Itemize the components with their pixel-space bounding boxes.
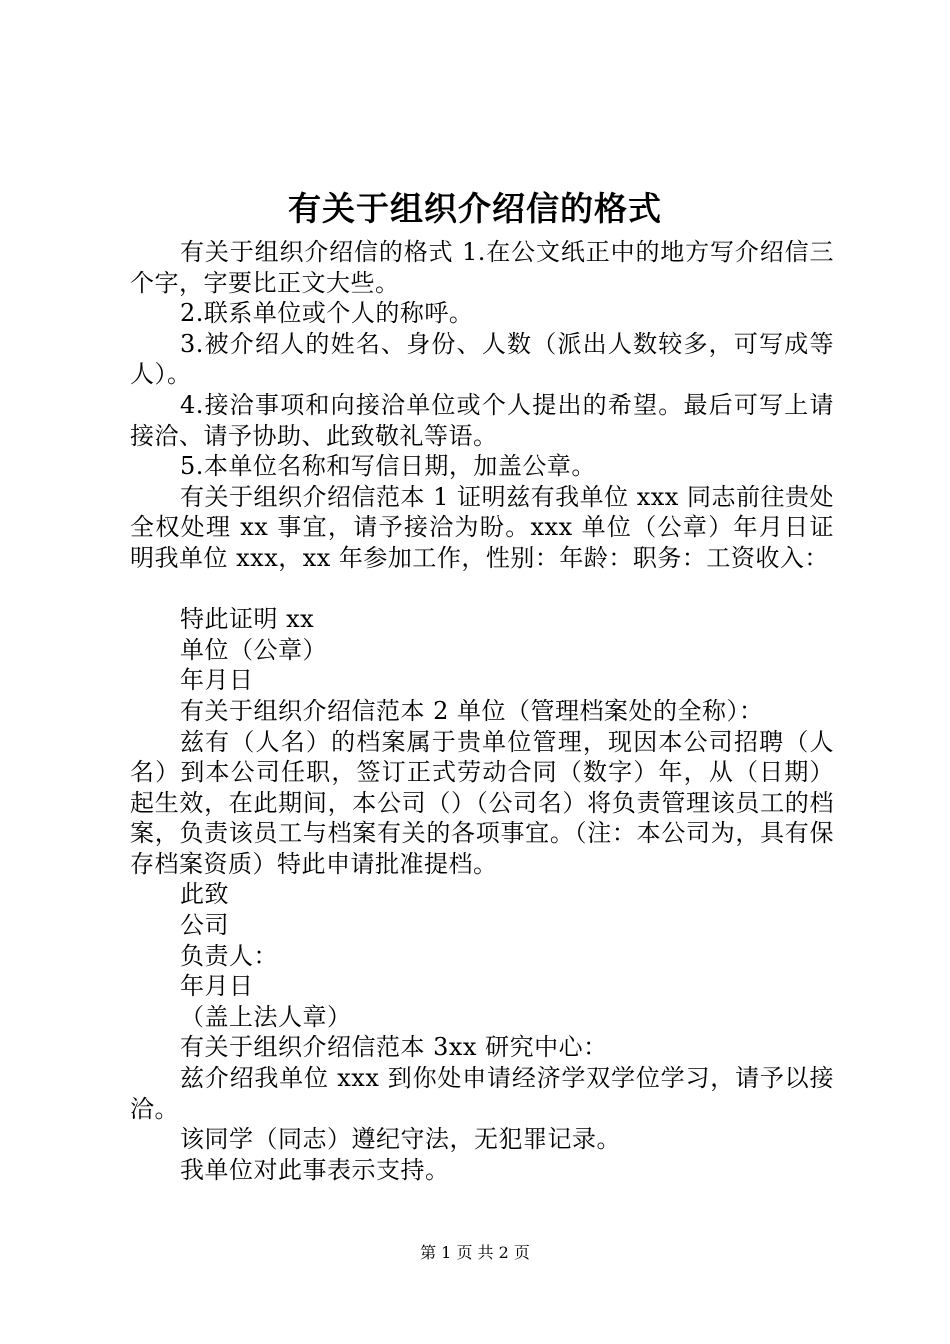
document-body [130, 237, 834, 1185]
paragraph-step-5: 5.本单位名称和写信日期，加盖公章。 [180, 452, 596, 481]
paragraph-sample-3-body: 兹介绍我单位 xxx 到你处申请经济学双学位学习，请予以接洽。 [130, 1064, 834, 1123]
page-footer: 第 1 页 共 2 页 [420, 1243, 530, 1262]
paragraph-company: 公司 [180, 911, 229, 940]
blank-line [130, 574, 834, 605]
paragraph-conduct: 该同学（同志）遵纪守法，无犯罪记录。 [180, 1125, 621, 1154]
paragraph-format-intro: 有关于组织介绍信的格式 1.在公文纸正中的地方写介绍信三个字，字要比正文大些。 [130, 238, 834, 297]
paragraph-salutation: 此致 [180, 880, 229, 909]
paragraph-sample-2-heading: 有关于组织介绍信范本 2 单位（管理档案处的全称）： [180, 696, 764, 725]
paragraph-certify: 特此证明 xx [180, 605, 315, 634]
document-title: 有关于组织介绍信的格式 [288, 189, 662, 228]
paragraph-support: 我单位对此事表示支持。 [180, 1155, 450, 1184]
paragraph-step-3: 3.被介绍人的姓名、身份、人数（派出人数较多，可写成等人）。 [130, 329, 834, 389]
paragraph-sample-2-body: 兹有（人名）的档案属于贵单位管理，现因本公司招聘（人名）到本公司任职，签订正式劳动合同（数字）年，从（日期）起生效，在此期间，本公司（）（公司名）将负责管理该员工的档案，负责该员工与档案有关的各项事宜。（注：本公司为，具有保存档案资质）特此申请批准提档。 [130, 727, 834, 878]
paragraph-legal-seal: （盖上法人章） [180, 1002, 352, 1031]
paragraph-unit-seal: 单位（公章） [180, 635, 327, 664]
paragraph-sample-3-heading: 有关于组织介绍信范本 3xx 研究中心： [180, 1033, 608, 1062]
paragraph-sample-1: 有关于组织介绍信范本 1 证明兹有我单位 xxx 同志前往贵处全权处理 xx 事宜，请予接洽为盼。xxx 单位（公章）年月日证明我单位 xxx，xx 年参加工作，性别：年龄：职务：工资收入： [130, 482, 834, 572]
paragraph-responsible-person: 负责人： [180, 941, 278, 970]
paragraph-date-2: 年月日 [180, 972, 254, 1001]
paragraph-step-2: 2.联系单位或个人的称呼。 [180, 299, 474, 328]
paragraph-date-1: 年月日 [180, 666, 254, 695]
paragraph-step-4: 4.接洽事项和向接洽单位或个人提出的希望。最后可写上请接洽、请予协助、此致敬礼等语。 [130, 390, 834, 450]
